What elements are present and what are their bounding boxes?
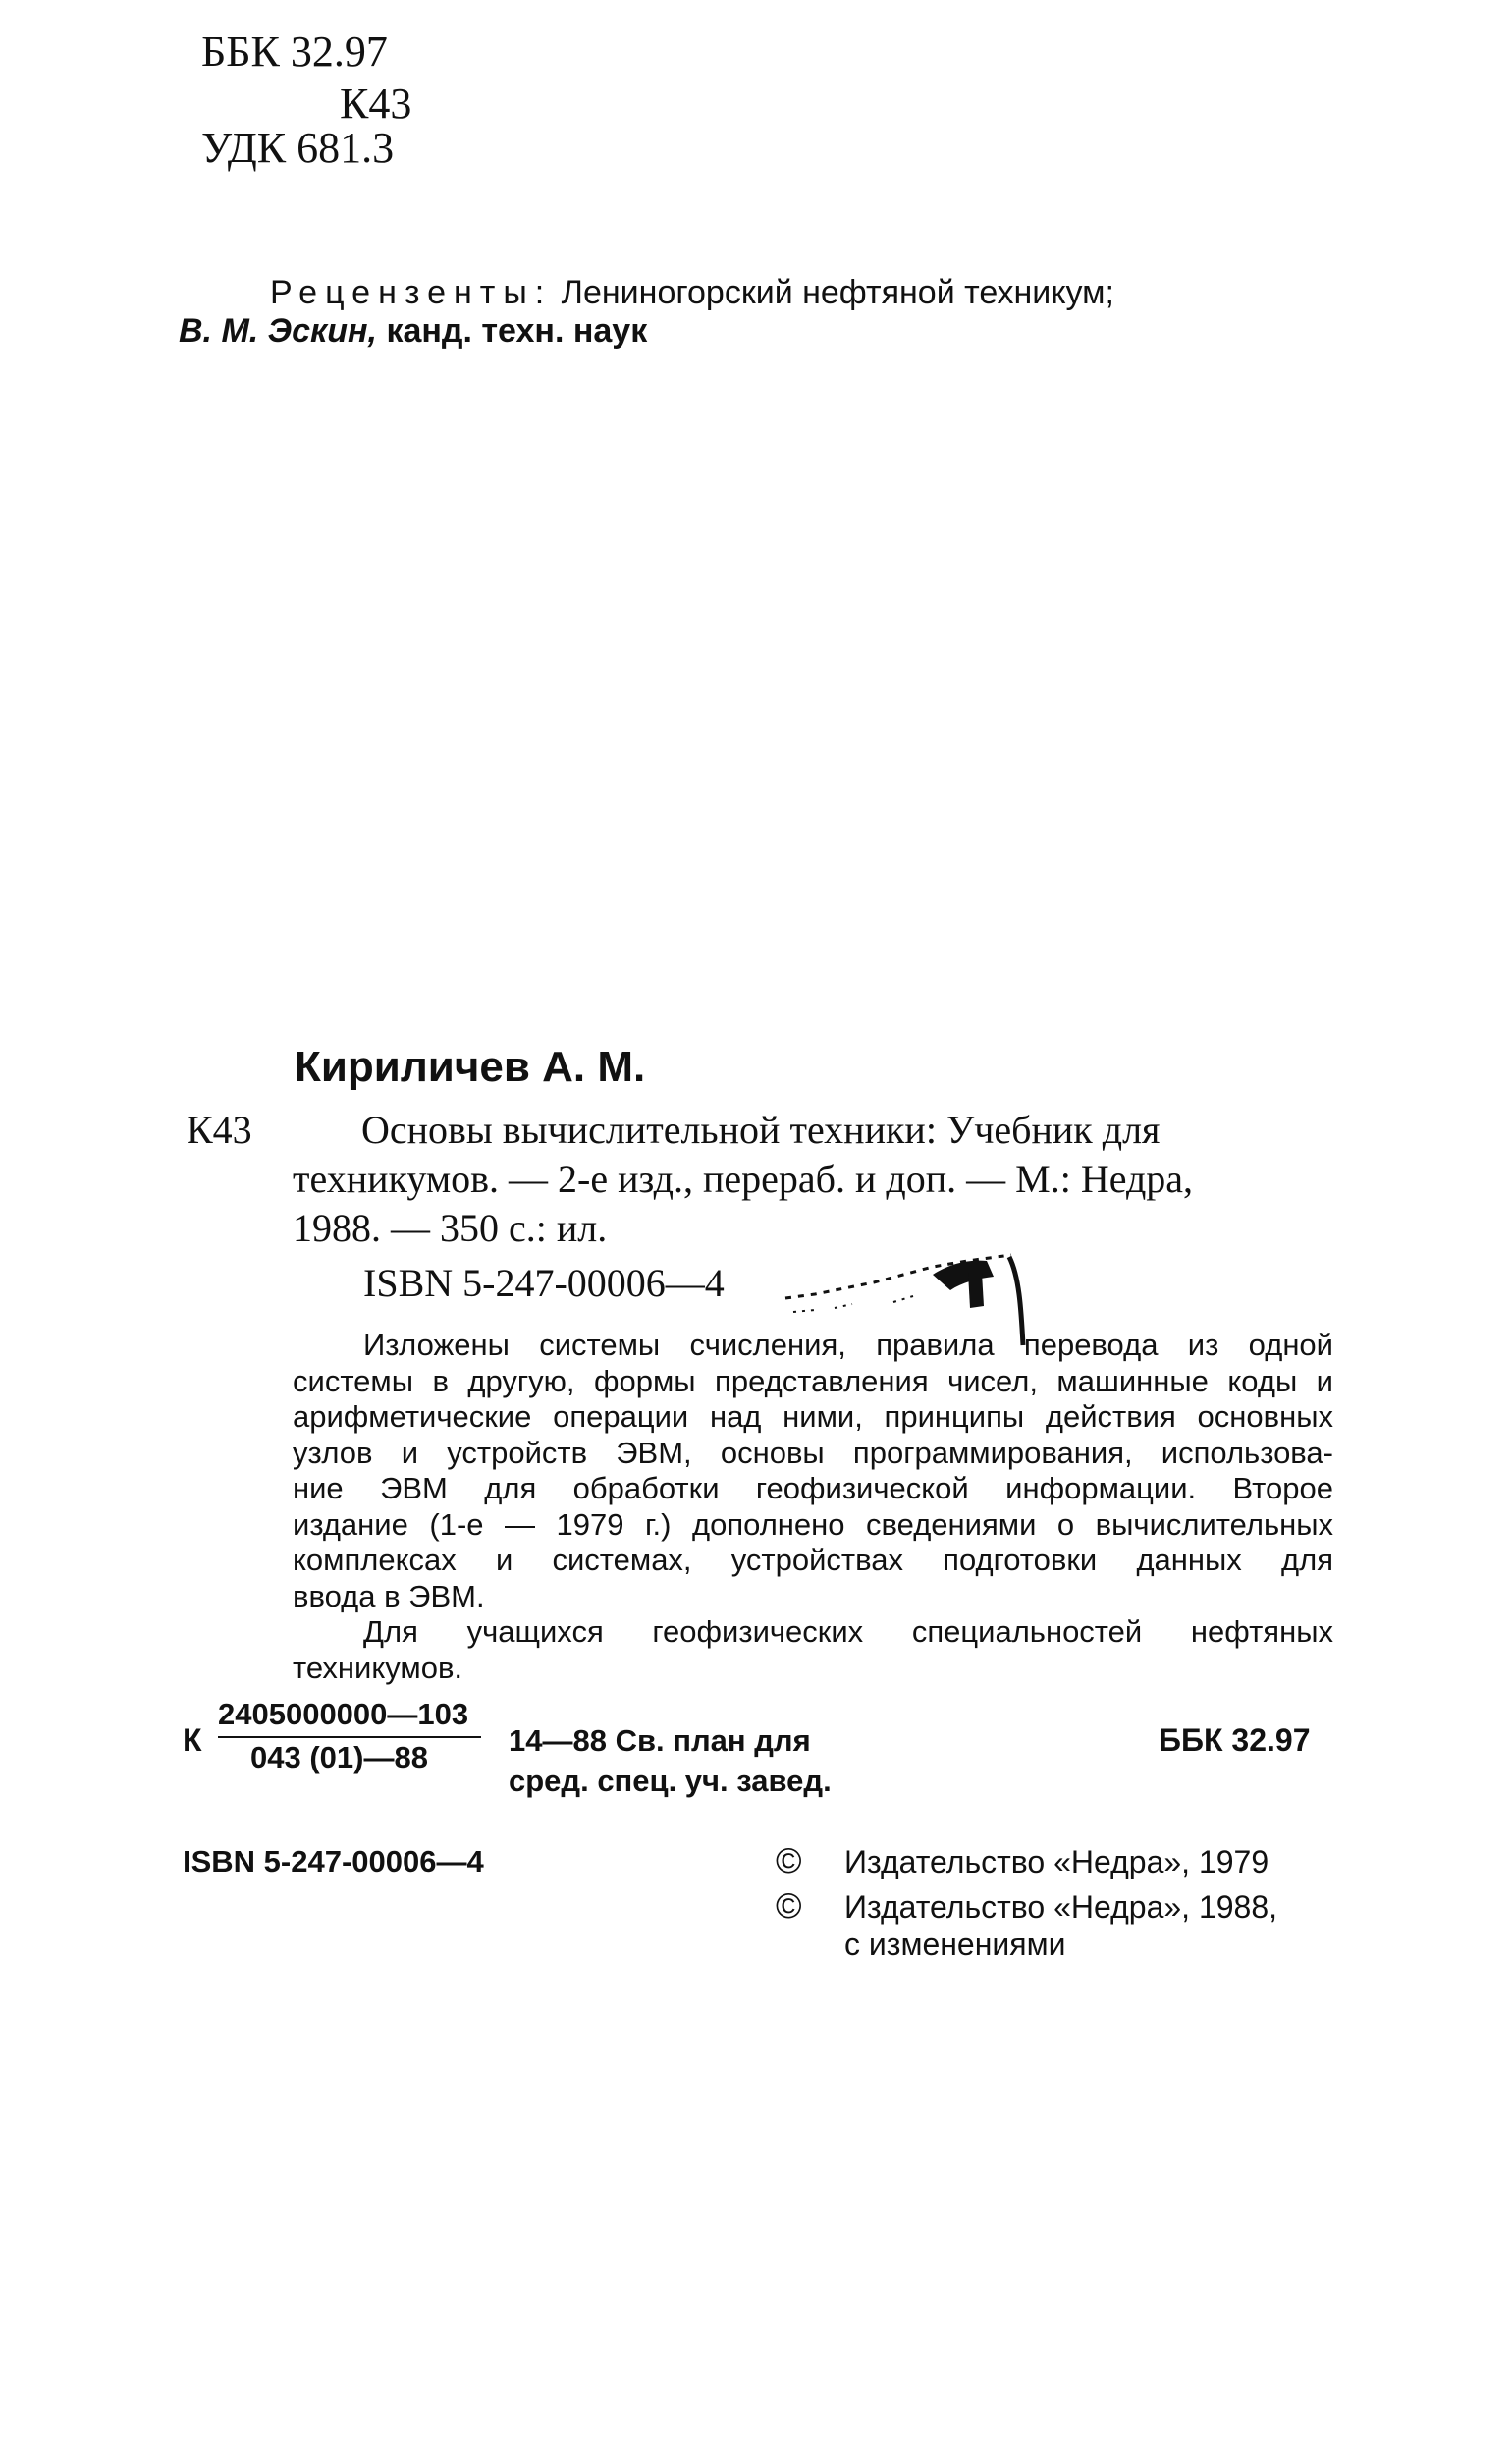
isbn-main: ISBN 5-247-00006—4	[363, 1261, 725, 1305]
author-name: Кириличев А. М.	[295, 1043, 646, 1091]
annotation-line: узлов и устройств ЭВМ, основы программирования, использова-	[293, 1435, 1333, 1470]
annotation-line: издание (1-е — 1979 г.) дополнено сведениями о вычислительных	[293, 1506, 1333, 1542]
annotation-line: ние ЭВМ для обработки геофизической информации. Второе	[293, 1471, 1333, 1505]
annotation-line: арифметические операции над ними, принципы действия основных	[293, 1399, 1333, 1434]
annotation-line: ввода в ЭВМ.	[293, 1578, 485, 1613]
title-line-1: Основы вычислительной техники: Учебник для	[361, 1108, 1161, 1152]
bbk-line: ББК 32.97	[201, 27, 388, 76]
reviewers-label: Рецензенты:	[270, 274, 553, 311]
title-line-3: 1988. — 350 с.: ил.	[293, 1206, 608, 1250]
annotation-line: комплексах и системах, устройствах подготовки данных для	[293, 1543, 1333, 1577]
annotation-paragraph	[293, 1328, 1333, 1686]
title-line-2: техникумов. — 2-е изд., перераб. и доп. — М.: Недра,	[293, 1157, 1194, 1201]
annotation-line: системы в другую, формы представления чисел, машинные коды и	[293, 1363, 1333, 1398]
copyright-icon: ©	[776, 1885, 802, 1926]
copyright-icon: ©	[776, 1840, 802, 1880]
footer-isbn: ISBN 5-247-00006—4	[183, 1844, 484, 1879]
reviewer-name: В. М. Эскин,	[179, 312, 377, 350]
reviewer-degree: канд. техн. наук	[386, 312, 648, 350]
imprint-numerator: 2405000000—103	[218, 1697, 469, 1731]
plan-line-2: сред. спец. уч. завед.	[509, 1764, 832, 1798]
author-mark-line: К43	[340, 80, 412, 128]
audience-line: техникумов.	[293, 1650, 463, 1685]
plan-line-1: 14—88 Св. план для	[509, 1723, 811, 1758]
udk-line: УДК 681.3	[201, 124, 395, 172]
reviewers-line-2	[179, 308, 647, 354]
fraction-bar	[218, 1736, 481, 1738]
imprint-k-letter: К	[183, 1722, 202, 1758]
catalog-code: К43	[187, 1108, 252, 1152]
reviewers-org: Лениногорский нефтяной техникум;	[561, 274, 1114, 311]
annotation-line: Изложены системы счисления, правила перевода из одной	[363, 1328, 1333, 1362]
audience-line: Для учащихся геофизических специальностей нефтяных	[363, 1614, 1333, 1649]
imprint-bbk: ББК 32.97	[1159, 1722, 1311, 1758]
imprint-denominator: 043 (01)—88	[250, 1740, 428, 1774]
copyright-line-1: Издательство «Недра», 1979	[844, 1844, 1269, 1879]
copyright-line-2: Издательство «Недра», 1988,	[844, 1889, 1278, 1925]
copyright-note: с изменениями	[844, 1927, 1066, 1962]
